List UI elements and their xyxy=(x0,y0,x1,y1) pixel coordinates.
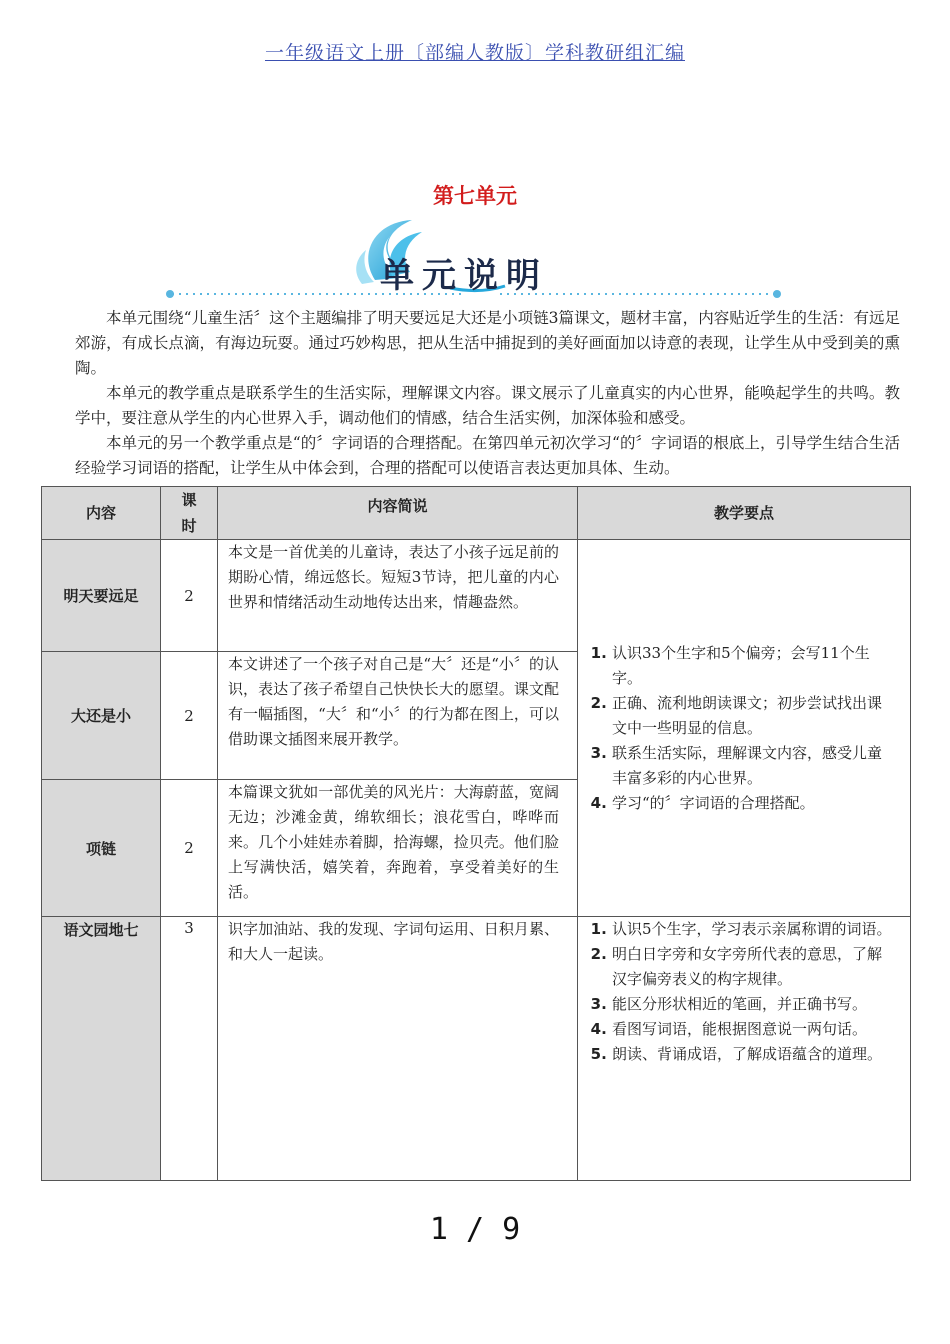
teaching-point: 4. 看图写词语，能根据图意说一两句话。 xyxy=(612,1017,896,1042)
teaching-point: 2. 明白日字旁和女字旁所代表的意思，了解汉字偏旁表义的构字规律。 xyxy=(612,942,896,992)
unit-title: 第七单元 xyxy=(433,184,517,208)
banner-title: 单元说明 xyxy=(380,256,548,296)
header-link[interactable]: 一年级语文上册〔部编人教版〕学科教研组汇编 xyxy=(264,42,685,64)
header-content: 内容 xyxy=(42,487,161,540)
lesson-hours: 3 xyxy=(161,917,218,1181)
table-row xyxy=(42,917,911,1181)
lesson-name: 大还是小 xyxy=(42,652,161,780)
teaching-point: 1. 认识5个生字，学习表示亲属称谓的词语。 xyxy=(612,917,896,942)
intro-paragraph: 本单元围绕“儿童生活〞这个主题编排了明天要远足大还是小项链3篇课文，题材丰富，内容贴近学生的生活：有远足郊游，有成长点滴，有海边玩耍。通过巧妙构思，把从生活中捕捉到的美好画面加以诗意的表现，让学生从中受到美的熏陶。 xyxy=(75,309,900,377)
teaching-point: 2. 正确、流利地朗读课文；初步尝试找出课文中一些明显的信息。 xyxy=(612,691,896,741)
teaching-points xyxy=(578,917,911,1181)
lesson-summary: 本篇课文犹如一部优美的风光片：大海蔚蓝，宽阔无边；沙滩金黄，绵软细长；浪花雪白，哗哗而来。几个小娃娃赤着脚，拾海螺，捡贝壳。他们脸上写满快活，嬉笑着，奔跑着，享受着美好的生活。 xyxy=(218,780,578,917)
page-number: 1 / 9 xyxy=(429,1212,521,1247)
header-hours: 课时 xyxy=(161,487,218,540)
lesson-name: 明天要远足 xyxy=(42,540,161,652)
lesson-hours: 2 xyxy=(161,780,218,917)
intro-paragraph: 本单元的教学重点是联系学生的生活实际，理解课文内容。课文展示了儿童真实的内心世界，能唤起学生的共鸣。教学中，要注意从学生的内心世界入手，调动他们的情感，结合生活实例，加深体验和感受。 xyxy=(75,384,900,427)
teaching-point: 1. 认识33个生字和5个偏旁；会写11个生字。 xyxy=(612,641,896,691)
lesson-hours: 2 xyxy=(161,652,218,780)
header-points: 教学要点 xyxy=(578,487,911,540)
lesson-summary: 识字加油站、我的发现、字词句运用、日积月累、和大人一起读。 xyxy=(218,917,578,1181)
lesson-name: 语文园地七 xyxy=(42,917,161,1181)
lesson-name: 项链 xyxy=(42,780,161,917)
intro-paragraph: 本单元的另一个教学重点是“的〞字词语的合理搭配。在第四单元初次学习“的〞字词语的根底上，引导学生结合生活经验学习词语的搭配，让学生从中体会到，合理的搭配可以使语言表达更加具体、生动。 xyxy=(75,434,900,477)
lesson-hours: 2 xyxy=(161,540,218,652)
teaching-point: 4. 学习“的〞字词语的合理搭配。 xyxy=(612,791,896,816)
teaching-points xyxy=(578,540,911,917)
lesson-summary: 本文讲述了一个孩子对自己是“大〞还是“小〞的认识，表达了孩子希望自己快快长大的愿望。课文配有一幅插图，“大〞和“小〞的行为都在图上，可以借助课文插图来展开教学。 xyxy=(218,652,578,780)
teaching-point: 5. 朗读、背诵成语，了解成语蕴含的道理。 xyxy=(612,1042,896,1067)
header-summary: 内容简说 xyxy=(218,487,578,540)
teaching-point: 3. 能区分形状相近的笔画，并正确书写。 xyxy=(612,992,896,1017)
lesson-summary: 本文是一首优美的儿童诗，表达了小孩子远足前的期盼心情，绵远悠长。短短3节诗，把儿童的内心世界和情绪活动生动地传达出来，情趣盎然。 xyxy=(218,540,578,652)
teaching-point: 3. 联系生活实际，理解课文内容，感受儿童丰富多彩的内心世界。 xyxy=(612,741,896,791)
table-row xyxy=(42,540,911,652)
table-header-row xyxy=(42,487,911,540)
lesson-plan-table xyxy=(41,486,911,1181)
intro-text xyxy=(75,306,900,481)
